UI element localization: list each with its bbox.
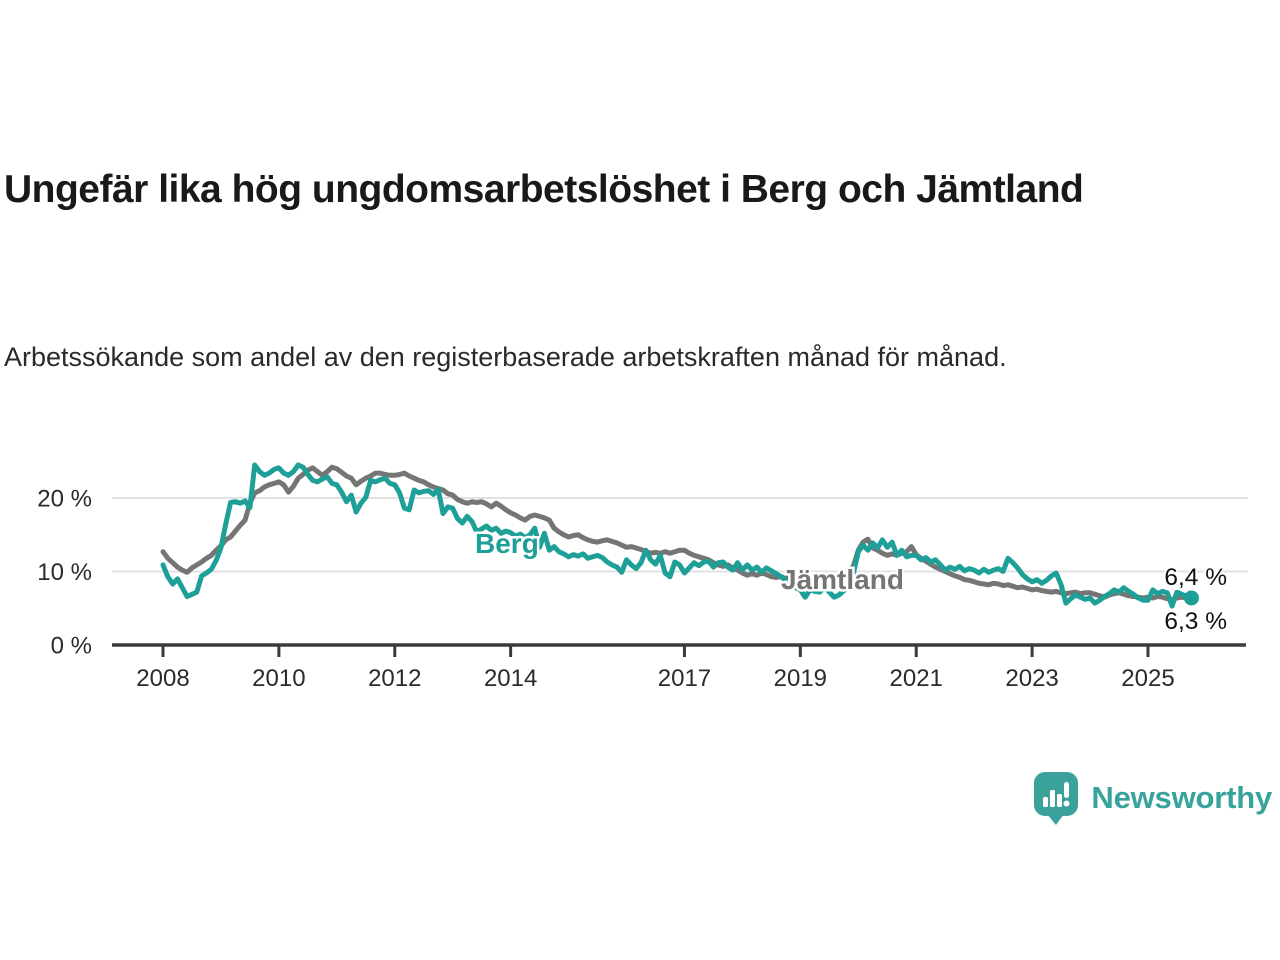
series-end-dot-berg	[1184, 590, 1199, 605]
x-axis-tick-label: 2025	[1121, 665, 1175, 692]
y-axis-tick-label: 10 %	[37, 559, 92, 587]
series-line-berg	[163, 465, 1191, 606]
series-label-berg: Berg	[475, 528, 539, 559]
x-axis-tick-label: 2008	[136, 665, 190, 692]
end-value-label-jämtland: 6,3 %	[1164, 608, 1227, 635]
chart-subtitle: Arbetssökande som andel av den registerbaserade arbetskraften månad för månad.	[4, 342, 1007, 372]
x-axis-tick-label: 2019	[773, 665, 828, 692]
x-axis-tick-label: 2021	[889, 665, 943, 692]
y-axis-tick-label: 20 %	[37, 485, 92, 513]
x-axis-tick-label: 2010	[252, 665, 306, 692]
newsworthy-logo-icon	[1033, 771, 1080, 826]
x-axis-tick-label: 2017	[657, 665, 712, 692]
newsworthy-logo-text: Newsworthy	[1091, 780, 1272, 815]
x-axis-tick-label: 2023	[1005, 665, 1059, 692]
newsworthy-logo	[1033, 770, 1272, 826]
y-axis-tick-label: 0 %	[50, 632, 92, 660]
end-value-label-berg: 6,4 %	[1164, 564, 1227, 591]
series-label-jämtland: Jämtland	[781, 564, 904, 595]
page-title: Ungefär lika hög ungdomsarbetslöshet i Berg och Jämtland	[4, 168, 1084, 212]
unemployment-line-chart	[0, 420, 1280, 720]
x-axis-tick-label: 2012	[368, 665, 422, 692]
x-axis-tick-label: 2014	[483, 665, 538, 692]
